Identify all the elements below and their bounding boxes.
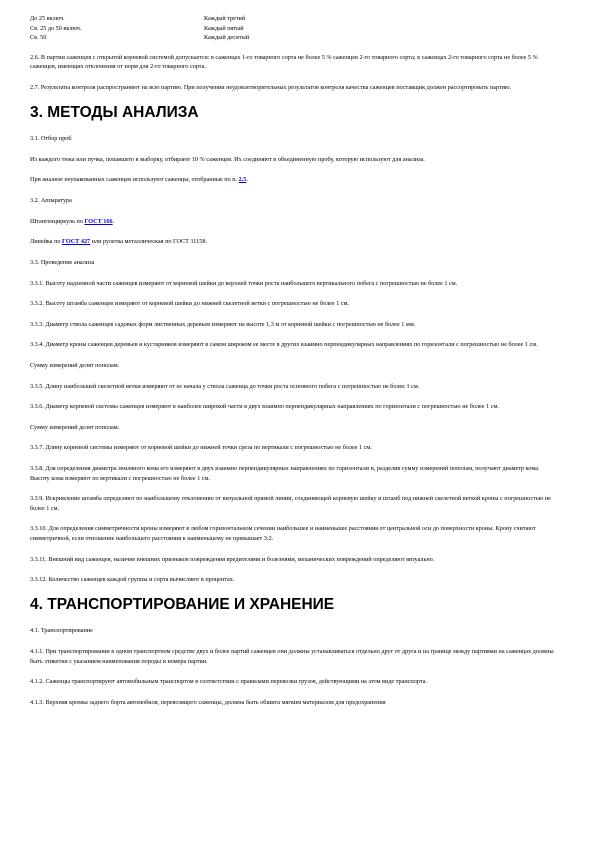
paragraph-3-3-1: 3.3.1. Высоту надземной части саженцев измеряют от корневой шейки до верхней точки роста наибольшего вертикального побега с погрешностью не более 1 см. — [30, 279, 458, 287]
section-heading-methods: 3. МЕТОДЫ АНАЛИЗА — [30, 103, 199, 121]
paragraph-3-3-3: 3.3.3. Диаметр ствола саженцев садовых форм лиственных деревьев измеряют на высоте 1,3 м от корневой шейки с погрешностью не более 1 мм. — [30, 320, 416, 328]
gost-427-link[interactable]: ГОСТ 427 — [62, 238, 91, 246]
subsection-4-1-title: 4.1. Транспортирование — [30, 627, 93, 635]
paragraph-4-1-3: 4.1.3. Верхняя кромка заднего борта автомобиля, перевозящего саженцы, должна быть обшита мягким материалом для предохранения — [30, 698, 386, 706]
text-span: Линейка по — [30, 238, 63, 246]
table-row — [30, 14, 560, 24]
paragraph-2-6: 2.6. В партии саженцев с открытой корневой системой допускается: в саженцах 1-го товарного сорта не более 5 % саженцев 2-го товарного сорта; в саженцах 2-го товарного сорта не более 5 % саженцев, имеющих отклонения от норм для 2-го товарного сорта. — [30, 53, 538, 71]
paragraph-3-3-11: 3.3.11. Внешний вид саженцев, наличие внешних признаков повреждения вредителями и болезнями, механических повреждений определяют визуально. — [30, 555, 435, 563]
paragraph-4-1-1: 4.1.1. При транспортировании в одном транспортном средстве двух и более партий саженцев они должны устанавливаться отдельно друг от друга и на границе между партиями на саженцах должны быть этикетки с указанием наименования породы и номера партии. — [30, 648, 554, 665]
text-span: . — [112, 217, 115, 225]
clause-link-2-5[interactable]: 2.5 — [238, 176, 247, 184]
paragraph-3-3-7: 3.3.7. Длину корневой системы измеряют от корневой шейки до нижней точки среза по вертикали с погрешностью не более 1 см. — [30, 444, 372, 452]
paragraph-3-1-unpacked — [30, 175, 560, 185]
paragraph-3-3-4: 3.3.4. Диаметр кроны саженцев деревьев и кустарников измеряют в самом широком ее месте в других взаимно перпендикулярных направлениях по горизонтали с погрешностью не более 1 см. — [30, 341, 538, 349]
paragraph-3-3-9: 3.3.9. Искривление штамба определяют по наибольшему отклонению от визуальной прямой линии, соединяющей корневую шейку и штамб под нижней скелетной веткой кроны с погрешностью не более 1 см. — [30, 495, 551, 512]
paragraph-3-3-8: 3.3.8. Для определения диаметра земляного кома его измеряют в двух взаимно перпендикулярных направлениях по горизонтали и, разделив сумму измерений пополам, получают диаметр кома. Высоту кома измеряют по вертикали с погрешностью не более 1 см. — [30, 465, 540, 482]
table-row — [30, 24, 560, 34]
paragraph-4-1-2: 4.1.2. Саженцы транспортируют автомобильным транспортом в соответствии с правилами перевозки грузов, действующими на этом виде транспорта. — [30, 678, 427, 686]
paragraph-3-1: Из каждого тюка или пучка, попавшего в выборку, отбирают 10 % саженцев. Их соединяют в объединенную пробу, которую используют для анализа. — [30, 155, 425, 163]
paragraph-3-3-5: 3.3.5. Длину наибольшей скелетной ветки измеряют от ее начала у ствола саженца до точки роста основного побега с погрешностью не более 1 см. — [30, 382, 420, 390]
text-span: . — [246, 176, 248, 184]
gost-166-link[interactable]: ГОСТ 166 — [84, 217, 113, 225]
paragraph-sum-halved: Сумму измерений делят пополам. — [30, 423, 120, 431]
paragraph-3-3-10: 3.3.10. Для определения симметричности кроны измеряют в любом горизонтальном сечении наибольшее и наименьшее расстояния от центральной оси до поверхности кроны. Крону считают симметричной, если отношение наибольшего расстояния к наименьшему не превышает 3:2. — [30, 525, 536, 543]
sampling-table — [30, 14, 560, 43]
section-heading-transport: 4. ТРАНСПОРТИРОВАНИЕ И ХРАНЕНИЕ — [30, 595, 335, 613]
subsection-3-3-title: 3.3. Проведение анализа — [30, 258, 95, 266]
table-cell: Св. 50 — [30, 34, 47, 42]
paragraph-2-7: 2.7. Результаты контроля распространяют на всю партию. При получении неудовлетворительных результатов контроля качества саженцев поставщик должен рассортировать партию. — [30, 84, 512, 92]
text-span: или рулетка металлическая по ГОСТ 11158. — [90, 238, 208, 246]
text-span: При анализе неупакованных саженцев используют саженцы, отобранные по п. — [30, 176, 239, 184]
table-cell: Каждый третий — [204, 15, 246, 22]
paragraph-3-3-6: 3.3.6. Диаметр корневой системы саженцев измеряют в наиболее широкой части в двух взаимно перпендикулярных направлениях по горизонтали с погрешностью не более 1 см. — [30, 403, 499, 411]
document-page — [30, 14, 560, 719]
table-cell: Каждый пятый — [204, 24, 244, 32]
subsection-3-2-title: 3.2. Аппаратура — [30, 197, 72, 205]
paragraph-3-3-12: 3.3.12. Количество саженцев каждой группы и сорта вычисляют в процентах. — [30, 576, 235, 584]
text-span: Штангенциркуль по — [30, 217, 85, 225]
paragraph-caliper — [30, 217, 560, 227]
subsection-3-1-title: 3.1. Отбор проб — [30, 135, 72, 143]
table-cell: Св. 25 до 50 включ. — [30, 24, 82, 32]
table-cell: Каждый десятый — [204, 34, 250, 42]
paragraph-3-3-2: 3.3.2. Высоту штамба саженцев измеряют от корневой шейки до нижней скелетной ветки с погрешностью не более 1 см. — [30, 300, 350, 308]
table-row — [30, 33, 560, 43]
table-cell: До 25 включ. — [30, 15, 65, 22]
paragraph-ruler — [30, 237, 560, 247]
paragraph-sum-halved: Сумму измерений делят пополам. — [30, 361, 120, 369]
